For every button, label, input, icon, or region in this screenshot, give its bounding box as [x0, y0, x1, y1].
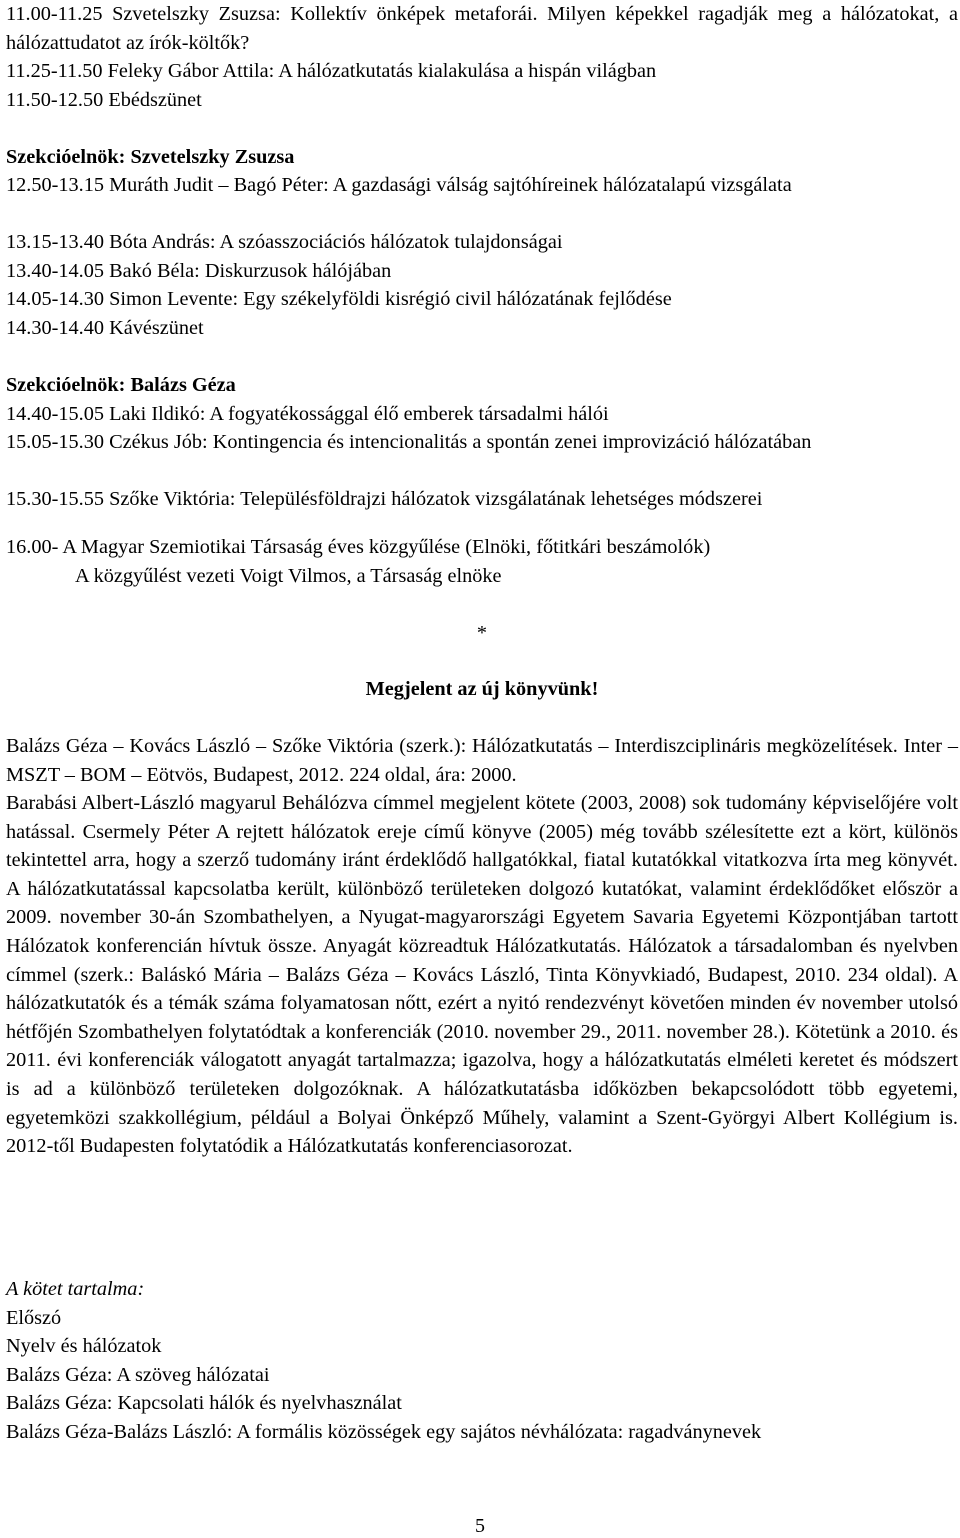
book-heading: Megjelent az új könyvünk!	[365, 678, 599, 700]
program-item: 13.15-13.40 Bóta András: A szóasszociációs hálózatok tulajdonságai	[6, 231, 563, 253]
page-number: 5	[475, 1515, 485, 1537]
toc-item: Balázs Géza-Balázs László: A formális közösségek egy sajátos névhálózata: ragadványnevek	[6, 1421, 762, 1443]
toc-item: Balázs Géza: Kapcsolati hálók és nyelvhasználat	[6, 1392, 402, 1414]
program-item: 14.30-14.40 Kávészünet	[6, 317, 204, 339]
section-chair-heading: Szekcióelnök: Szvetelszky Zsuzsa	[6, 146, 295, 168]
toc-heading: A kötet tartalma:	[6, 1278, 145, 1300]
program-item: 14.40-15.05 Laki Ildikó: A fogyatékossággal élő emberek társadalmi hálói	[6, 403, 609, 425]
program-item: 14.05-14.30 Simon Levente: Egy székelyföldi kisrégió civil hálózatának fejlődése	[6, 288, 672, 310]
toc-item: Balázs Géza: A szöveg hálózatai	[6, 1364, 270, 1386]
toc-item: Előszó	[6, 1307, 62, 1329]
program-item: 12.50-13.15 Muráth Judit – Bagó Péter: A gazdasági válság sajtóhíreinek hálózatalapú vizsgálata	[6, 174, 792, 196]
toc-item: Nyelv és hálózatok	[6, 1335, 162, 1357]
program-item: 13.40-14.05 Bakó Béla: Diskurzusok hálójában	[6, 260, 392, 282]
assembly-line: 16.00- A Magyar Szemiotikai Társaság éves közgyűlése (Elnöki, főtitkári beszámolók)	[6, 536, 711, 558]
assembly-line: A közgyűlést vezeti Voigt Vilmos, a Társaság elnöke	[75, 565, 502, 587]
book-citation: Balázs Géza – Kovács László – Szőke Viktória (szerk.): Hálózatkutatás – Interdiszciplináris megközelítések. Inter – MSZT – BOM – Eötvös, Budapest, 2012. 224 oldal, ára: 2000.	[6, 735, 958, 786]
program-item: 15.05-15.30 Czékus Jób: Kontingencia és intencionalitás a spontán zenei improvizáció hálózatában	[6, 431, 812, 453]
separator-asterisk: *	[476, 622, 488, 644]
program-item: 11.25-11.50 Feleky Gábor Attila: A hálózatkutatás kialakulása a hispán világban	[6, 60, 657, 82]
program-item: 11.00-11.25 Szvetelszky Zsuzsa: Kollektív önképek metaforái. Milyen képekkel ragadják meg a hálózatokat, a hálózattudatot az írók-költők?	[6, 3, 958, 54]
program-item: 11.50-12.50 Ebédszünet	[6, 89, 202, 111]
section-chair-heading: Szekcióelnök: Balázs Géza	[6, 374, 236, 396]
book-description: Barabási Albert-László magyarul Behálózva címmel megjelent kötete (2003, 2008) sok tudomány képviselőjére volt hatással. Csermely Péter A rejtett hálózatok ereje című könyve (2005) még tovább szélesítette ezt a kört, különös tekintettel arra, hogy a szerző tudomány iránt érdeklődő hallgatókkal, fiatal kutatókkal vitatkozva írta meg könyvét. A hálózatkutatással kapcsolatba került, különböző területeken dolgozó kutatókat, valamint érdeklődőket először a 2009. november 30-án Szombathelyen, a Nyugat-magyarországi Egyetem Savaria Egyetemi Központjában tartott Hálózatok konferencián hívtuk össze. Anyagát közreadtuk Hálózatkutatás. Hálózatok a társadalomban és nyelvben címmel (szerk.: Baláskó Mária – Balázs Géza – Kovács László, Tinta Könyvkiadó, Budapest, 2010. 234 oldal). A hálózatkutatók és a témák száma folyamatosan nőtt, ezért a nyitó rendezvényt követően minden év november utolsó hétfőjén Szombathelyen folytatódtak a konferenciák (2010. november 29., 2011. november 28.). Kötetünk a 2010. és 2011. évi konferenciák válogatott anyagát tartalmazza; igazolva, hogy a hálózatkutatás elméleti keretet és módszert is ad a különböző területeken dolgozóknak. A hálózatkutatásba időközben bekapcsolódott több egyetemi, egyetemközi szakkollégium, például a Bolyai Önképző Műhely, valamint a Szent-Györgyi Albert Kollégium is. 2012-től Budapesten folytatódik a Hálózatkutatás konferenciasorozat.	[6, 792, 958, 1158]
program-item: 15.30-15.55 Szőke Viktória: Településföldrajzi hálózatok vizsgálatának lehetséges módszerei	[6, 488, 763, 510]
